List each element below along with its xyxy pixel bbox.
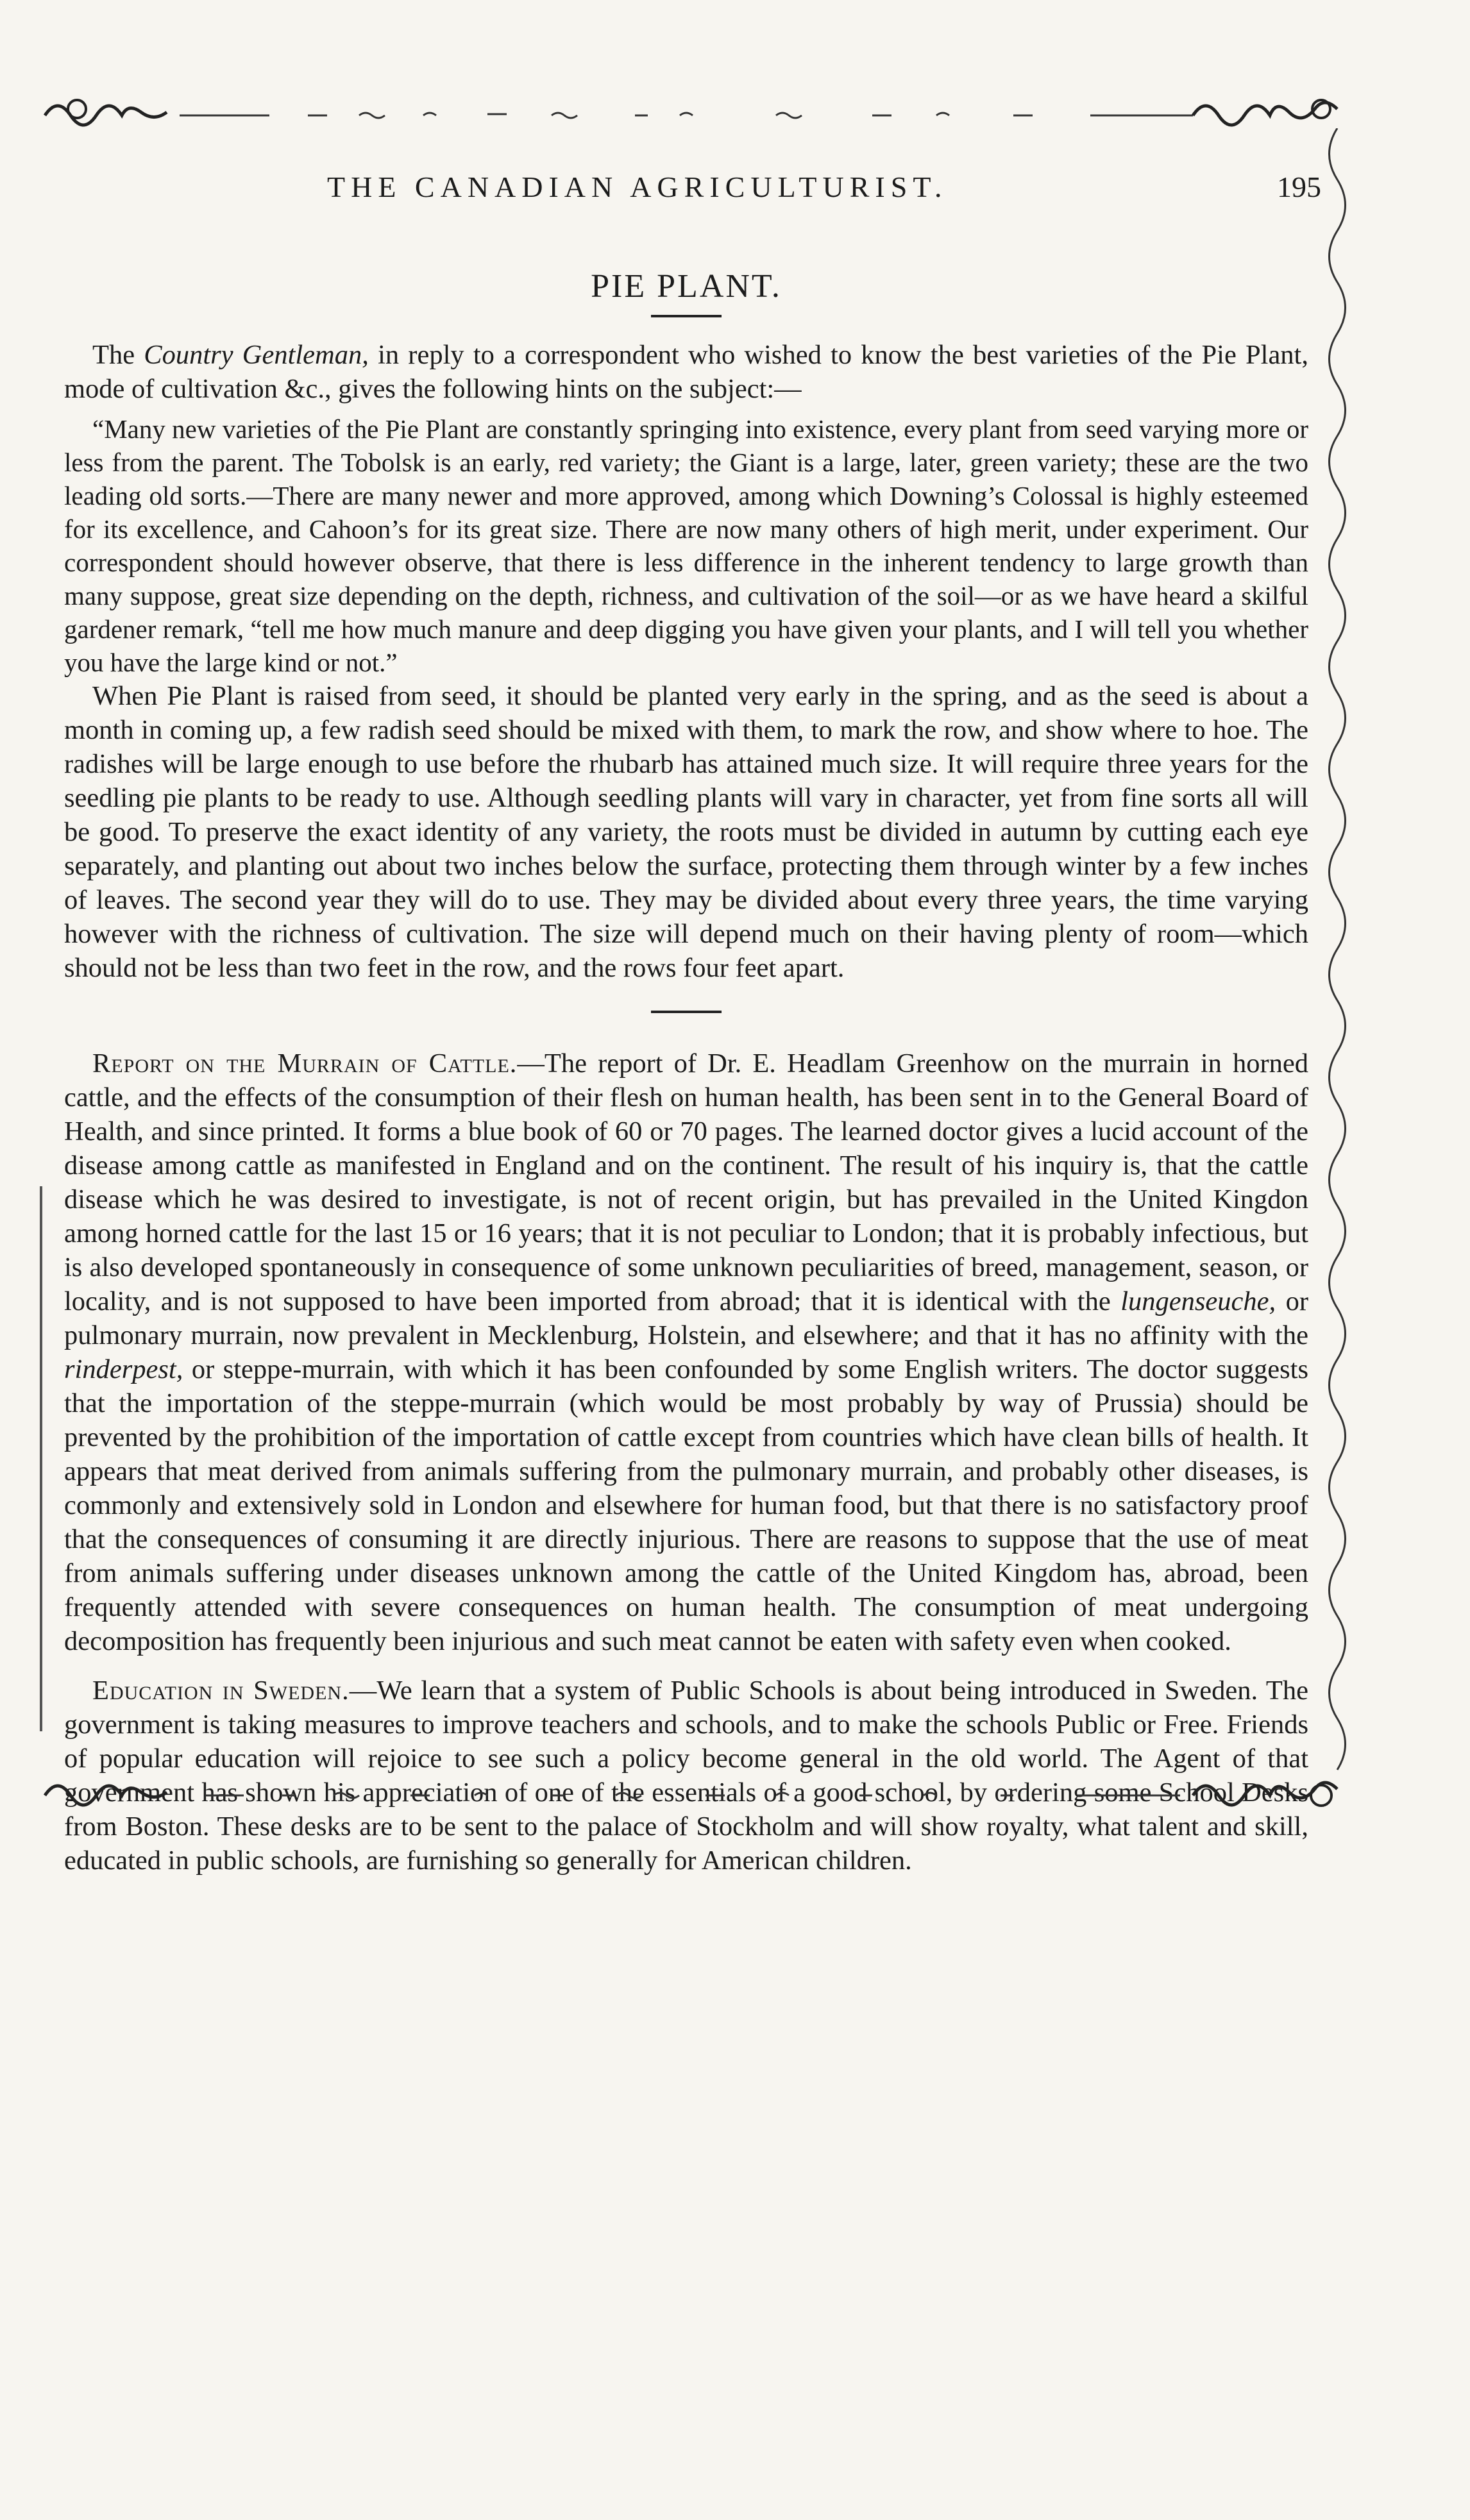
murrain-heading: Report on the Murrain of Cattle.: [92, 1048, 518, 1079]
side-ornament: [1308, 128, 1366, 1795]
section-rule: [651, 1011, 722, 1013]
running-head: [83, 170, 1321, 215]
murrain-paragraph: Report on the Murrain of Cattle.—The report of Dr. E. Headlam Greenhow on the murrain in horned cattle, and the effects of the consumption of their flesh on human health, has been sent in to the General Board of Health, and since printed. It forms a blue book of 60 or 70 pages. The learned doctor gives a lucid account of the disease among cattle as manifested in England and on the continent. The result of his inquiry is, that the cattle disease which he was desired to investigate, is not of recent origin, but has prevailed in the United Kingdon among horned cattle for the last 15 or 16 years; that it is not peculiar to London; that it is probably infectious, but is also developed spontaneously in consequence of some unknown peculiarities of breed, management, season, or locality, and is not supposed to have been imported from abroad; that it is identical with the lungenseuche, or pulmonary murrain, now prevalent in Mecklenburg, Holstein, and elsewhere; and that it has no affinity with the rinderpest, or steppe-murrain, with which it has been confounded by some English writers. The doctor suggests that the importation of the steppe-murrain (which would be most probably by way of Prussia) should be prevented by the prohibition of the importation of cattle except from countries which have clean bills of health. It appears that meat derived from animals suffering from the pulmonary murrain, and probably other diseases, is commonly and extensively sold in London and elsewhere for human food, but that there is no satisfactory proof that the consequences of consuming it are directly injurious. There are reasons to suppose that the use of meat from animals suffering under diseases unknown among the cattle of the United Kingdom has, abroad, been frequently attended with severe consequences on human health. The consumption of meat undergoing decomposition has frequently been injurious and such meat cannot be eaten with safety even when cooked.: [64, 1048, 1309, 1656]
margin-rule: [40, 1186, 42, 1731]
publication-name: Country Gentleman,: [144, 340, 369, 370]
bottom-ornament: [38, 1770, 1373, 1821]
article-title: PIE PLANT.: [591, 268, 782, 305]
quoted-paragraph: “Many new varieties of the Pie Plant are constantly springing into existence, every plant from seed varying more or less from the parent. The Tobolsk is an early, red variety; the Giant is a large, later, green variety; these are the two leading old sorts.—There are many newer and more approved, among which Downing’s Colossal is highly esteemed for its excellence, and Cahoon’s for its great size. There are now many others of high merit, under experiment. Our correspondent should however observe, that there is less difference in the inherent tendency to large growth than many suppose, great size depending on the depth, richness, and cultivation of the soil—or as we have heard a skilful gardener remark, “tell me how much manure and deep digging you have given your plants, and I will tell you whether you have the large kind or not.”: [64, 414, 1308, 677]
journal-title: THE CANADIAN AGRICULTURIST.: [327, 171, 948, 203]
title-rule: [651, 315, 722, 317]
body-paragraph: When Pie Plant is raised from seed, it should be planted very early in the spring, and as the seed is about a month in coming up, a few radish seed should be mixed with them, to mark the row, and show where to hoe. The radishes will be large enough to use before the rhubarb has attained much size. It will require three years for the seedling pie plants to be ready to use. Although seedling plants will vary in character, yet from fine sorts all will be good. To preserve the exact identity of any variety, the roots must be divided in autumn by cutting each eye separately, and planting out about two inches below the surface, protecting them through winter by a few inches of leaves. The second year they will do to use. They may be divided about every three years, the time varying however with the richness of cultivation. The size will depend much on their having plenty of room—which should not be less than two feet in the row, and the rows four feet apart.: [64, 681, 1308, 983]
top-ornament: [38, 90, 1373, 141]
text-column: [64, 269, 1308, 1877]
intro-paragraph: The Country Gentleman, in reply to a correspondent who wished to know the best varieties of the Pie Plant, mode of cultivation &c., gives the following hints on the subject:—: [64, 340, 1308, 404]
education-heading: Education in Sweden.: [92, 1676, 350, 1706]
page-number: 195: [1277, 171, 1321, 203]
education-paragraph: Education in Sweden.—We learn that a system of Public Schools is about being introduced in Sweden. The government is taking measures to improve teachers and schools, and to make the schools Public or Free. Friends of popular education will rejoice to see such a policy become general in the old world. The Agent of that government has shown his appreciation of one of the essentials of a good school, by ordering some School Desks from Boston. These desks are to be sent to the palace of Stockholm and will show royalty, what talent and skill, educated in public schools, are furnishing so generally for American children.: [64, 1676, 1308, 1876]
